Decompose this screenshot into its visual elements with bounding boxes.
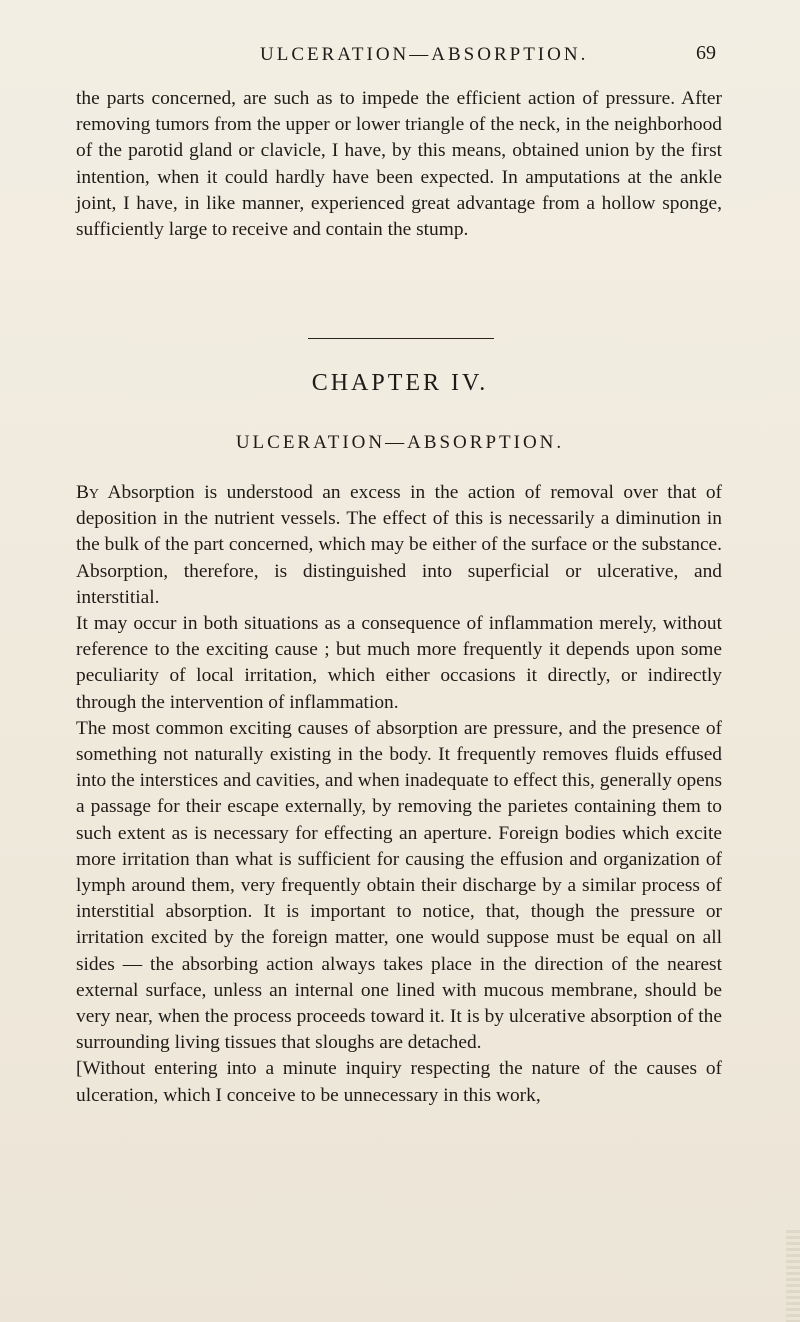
chapter-body bbox=[76, 480, 722, 1109]
lead-word: By bbox=[76, 482, 100, 503]
paragraph bbox=[76, 611, 722, 716]
paragraph bbox=[76, 716, 722, 1057]
running-head: ULCERATION—ABSORPTION. bbox=[260, 44, 589, 65]
paragraph-text: [Without entering into a minute inquiry respecting the nature of the causes of ulceration, which I conceive to be unnecessary in this work, bbox=[76, 1058, 722, 1106]
section-divider-rule bbox=[308, 338, 494, 339]
paragraph-text: It may occur in both situations as a consequence of inflammation merely, without reference to the exciting cause ; but much more frequently it depends upon some peculiarity of local irritation, which either occasions it directly, or indirectly through the intervention of inflammation. bbox=[76, 613, 722, 713]
continuation-paragraph bbox=[76, 86, 722, 243]
paragraph bbox=[76, 1056, 722, 1108]
page-number: 69 bbox=[696, 42, 716, 64]
paragraph: the parts concerned, are such as to impede the efficient action of pressure. After removing tumors from the upper or lower triangle of the neck, in the neighborhood of the parotid gland or clavicle, I have, by this means, obtained union by the first intention, when it could hardly have been expected. In amputations at the ankle joint, I have, in like manner, experienced great advantage from a hollow sponge, sufficiently large to receive and contain the stump. bbox=[76, 88, 722, 241]
paragraph-text: The most common exciting causes of absorption are pressure, and the presence of something not naturally existing in the body. It frequently removes fluids effused into the interstices and cavities, and when inadequate to effect this, generally opens a passage for their escape externally, by removing the parietes containing them to such extent as is necessary for effecting an aperture. Foreign bodies which excite more irritation than what is sufficient for causing the effusion and organization of lymph around them, very frequently obtain their discharge by a similar process of interstitial absorption. It is important to notice, that, though the pressure or irritation excited by the foreign matter, one would suppose must be equal on all sides — the absorbing action always takes place in the direction of the nearest external surface, unless an internal one lined with mucous membrane, should be very near, when the process proceeds toward it. It is by ulcerative absorption of the surrounding living tissues that sloughs are detached. bbox=[76, 717, 722, 1054]
paragraph-text: Absorption is understood an excess in the action of removal over that of deposition in the nutrient vessels. The effect of this is necessarily a diminution in the bulk of the part concerned, which may be either of the surface or the substance. Absorption, therefore, is distinguished into superficial or ulcerative, and interstitial. bbox=[76, 482, 722, 608]
chapter-heading: CHAPTER IV. bbox=[311, 370, 489, 396]
chapter-subtitle: ULCERATION—ABSORPTION. bbox=[235, 432, 565, 453]
page-edge-wear bbox=[786, 1230, 800, 1322]
paragraph bbox=[76, 480, 722, 611]
